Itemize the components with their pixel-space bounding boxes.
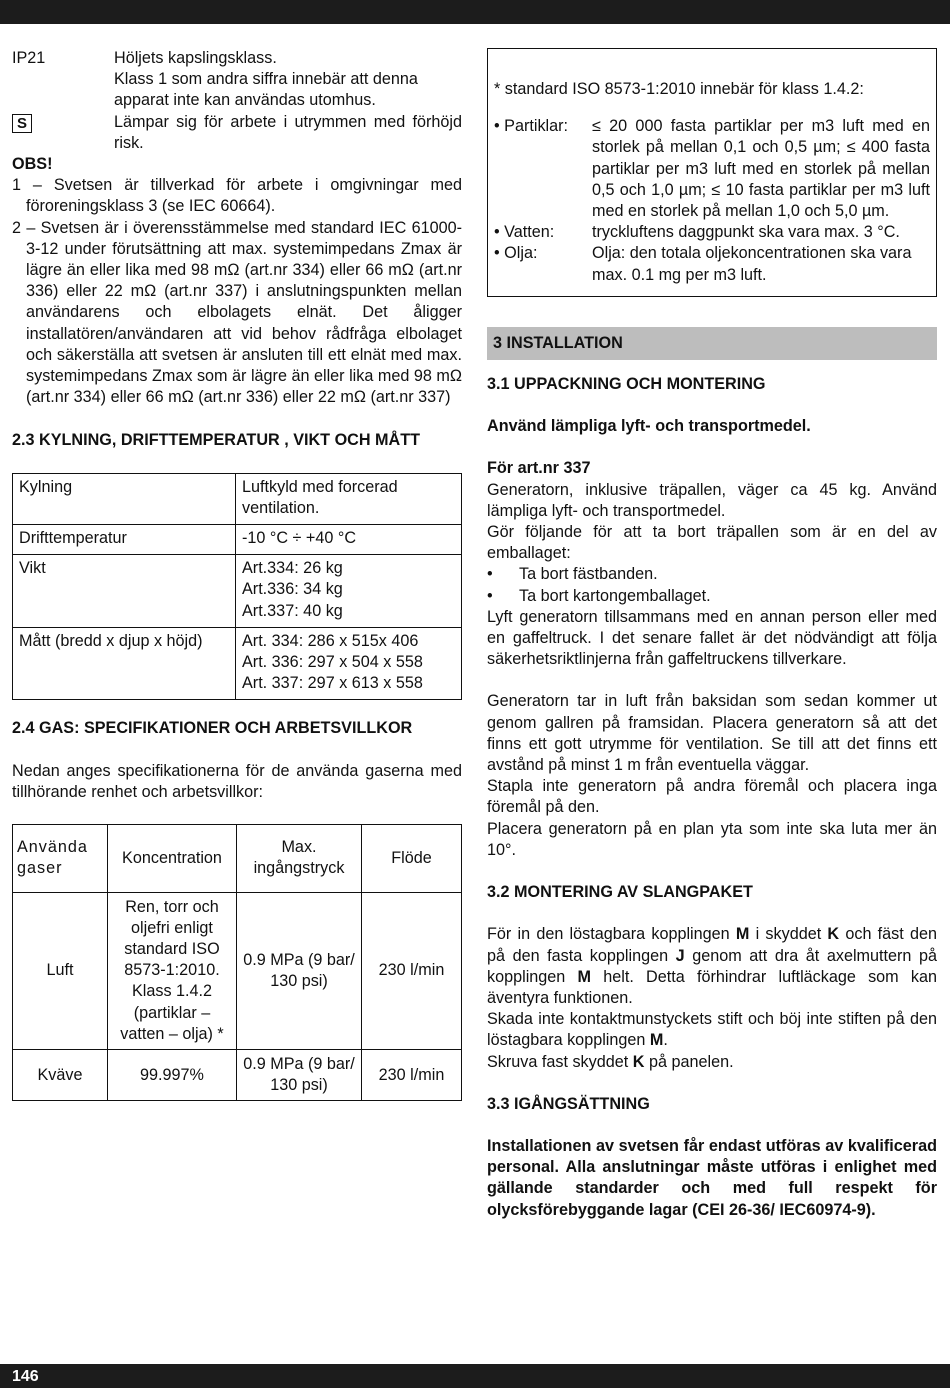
hose-text-3: Skruva fast skyddet K på panelen. [487,1052,734,1071]
obs-note-1: 1 – Svetsen är tillverkad för arbete i omgivningar med föroreningsklass 3 (se IEC 60664). [12,176,462,216]
iso-note-row: • Olja: Olja: den totala oljekoncentrationen ska vara max. 0.1 mg per m3 luft. [494,244,912,284]
obs-note-2: 2 – Svetsen är i överensstämmelse med standard IEC 61000-3-12 under förutsättning att max. systemimpedans Zmax är lägre än eller lika med 98 mΩ (art.nr 334) eller 66 mΩ (art.nr 336) eller 22 mΩ (art.nr 337) i anslutningspunkten mellan användarens och elbolagets elnät. Det åligger installatören/användaren att vid behov rådfråga elbolaget och säkerställa att svetsen är ansluten till ett elnät med max. systemimpedans Zmax som är lägre än eller lika med 98 mΩ (art.nr 334) eller 66 mΩ (art.nr 336) eller 22 mΩ (art.nr 337) [12,218,462,407]
art-337-text: Generatorn, inklusive träpallen, väger ca 45 kg. Använd lämpliga lyft- och transportmedel. [487,480,937,520]
right-column [487,48,937,1221]
spec-value: Art.334: 26 kg Art.336: 34 kg Art.337: 40 kg [236,555,462,628]
section-3-3-heading: 3.3 IGÅNGSÄTTNING [487,1094,650,1113]
section-3-1-lead: Använd lämpliga lyft- och transportmedel. [487,417,811,436]
ip21-key: IP21 [12,49,46,67]
s-symbol-icon: S [12,114,32,133]
gas-table [12,824,462,1101]
spec-label: Mått (bredd x djup x höjd) [13,627,236,700]
gas-cell: 0.9 MPa (9 bar/ 130 psi) [237,1049,362,1100]
ip21-line-1: Höljets kapslingsklass. [114,49,277,67]
gas-cell: Ren, torr och oljefri enligt standard ISO 8573-1:2010. Klass 1.4.2 (partiklar – vatten – olja) * [108,892,237,1049]
section-3-1-heading: 3.1 UPPACKNING OCH MONTERING [487,375,766,394]
list-item: • Ta bort kartongemballaget. [487,586,711,605]
gas-cell: 0.9 MPa (9 bar/ 130 psi) [237,892,362,1049]
spec-value: Art. 334: 286 x 515x 406 Art. 336: 297 x 504 x 558 Art. 337: 297 x 613 x 558 [236,627,462,700]
table-row [13,473,462,524]
gas-cell: 230 l/min [362,1049,462,1100]
airflow-text: Generatorn tar in luft från baksidan som sedan kommer ut genom gallren på framsidan. Placera generatorn så att det finns ett gott utrymme för ventilation. Se till att det finns ett avstånd på minst 1 m från eventuella väggar. [487,692,937,775]
iso-note-row: • Vatten: tryckluftens daggpunkt ska vara max. 3 °C. [494,223,900,242]
section-3-2-heading: 3.2 MONTERING AV SLANGPAKET [487,883,753,902]
list-item: • Ta bort fästbanden. [487,565,658,584]
bottom-bar [0,1364,950,1388]
obs-heading: OBS! [12,155,53,174]
top-bar [0,0,950,24]
section-3-3-text: Installationen av svetsen får endast utföras av kvalificerad personal. Alla anslutningar måste utföras i enlighet med gällande standarder och med full respekt för olycksförebyggande lagar (CEI 26-36/ IEC60974-9). [487,1136,937,1219]
hose-text-2: Skada inte kontaktmunstyckets stift och böj inte stiften på den löstagbara kopplingen M. [487,1010,937,1050]
gas-cell: 99.997% [108,1049,237,1100]
s-text: Lämpar sig för arbete i utrymmen med förhöjd risk. [114,112,462,152]
ip21-line-2: Klass 1 som andra siffra innebär att denna apparat inte kan användas utomhus. [114,70,418,110]
gas-header-3: Max. ingångstryck [237,825,362,892]
s-item [12,112,462,154]
gas-header-4: Flöde [362,825,462,892]
table-row [13,892,462,1049]
table-row [13,627,462,700]
section-2-4-heading: 2.4 GAS: SPECIFIKATIONER OCH ARBETSVILLKOR [12,719,413,738]
gas-cell: Luft [13,892,108,1049]
iso-note-row: • Partiklar: ≤ 20 000 fasta partiklar per m3 luft med en storlek på mellan 0,1 och 0,5 µm; ≤ 400 fasta partiklar per m3 luft med en storlek på mellan 0,5 och 1,0 µm; ≤ 10 fasta partiklar per m3 luft med en storlek på mellan 1,0 och 5,0 µm. [494,117,930,221]
section-3-banner: 3 INSTALLATION [487,327,937,360]
page-number: 146 [12,1368,39,1385]
iso-note-title: * standard ISO 8573-1:2010 innebär för klass 1.4.2: [494,80,864,98]
gas-header-2: Koncentration [108,825,237,892]
left-column [12,48,462,1101]
table-row [13,1049,462,1100]
table-header-row [13,825,462,892]
section-2-4-intro: Nedan anges specifikationerna för de använda gaserna med tillhörande renhet och arbetsvillkor: [12,761,462,801]
spec-label: Kylning [13,473,236,524]
section-2-3-heading: 2.3 KYLNING, DRIFTTEMPERATUR , VIKT OCH MÅTT [12,431,420,450]
spec-label: Drifttemperatur [13,525,236,555]
lift-text: Lyft generatorn tillsammans med en annan person eller med en gaffeltruck. I det senare fallet är det nödvändigt att följa säkerhetsriktlinjerna från gaffeltruckens tillverkare. [487,607,937,669]
art-337-title: För art.nr 337 [487,459,591,478]
hose-text-1: För in den löstagbara kopplingen M i skyddet K och fäst den på den fasta kopplingen J genom att dra åt axelmuttern på kopplingen M helt. Detta förhindrar luftläckage som kan äventyra funktionen. [487,925,937,1007]
stacking-text: Stapla inte generatorn på andra föremål och placera inga föremål på den. [487,777,937,817]
table-row [13,555,462,628]
spec-value: Luftkyld med forcerad ventilation. [236,473,462,524]
gas-header-1: Använda gaser [13,825,108,892]
pallet-intro: Gör följande för att ta bort träpallen som är en del av emballaget: [487,523,937,563]
spec-value: -10 °C ÷ +40 °C [236,525,462,555]
iso-note-box [487,48,937,297]
table-row [13,525,462,555]
spec-label: Vikt [13,555,236,628]
gas-cell: 230 l/min [362,892,462,1049]
specs-table [12,473,462,701]
gas-cell: Kväve [13,1049,108,1100]
ip21-item [12,48,462,112]
placement-text: Placera generatorn på en plan yta som inte ska luta mer än 10°. [487,819,937,859]
